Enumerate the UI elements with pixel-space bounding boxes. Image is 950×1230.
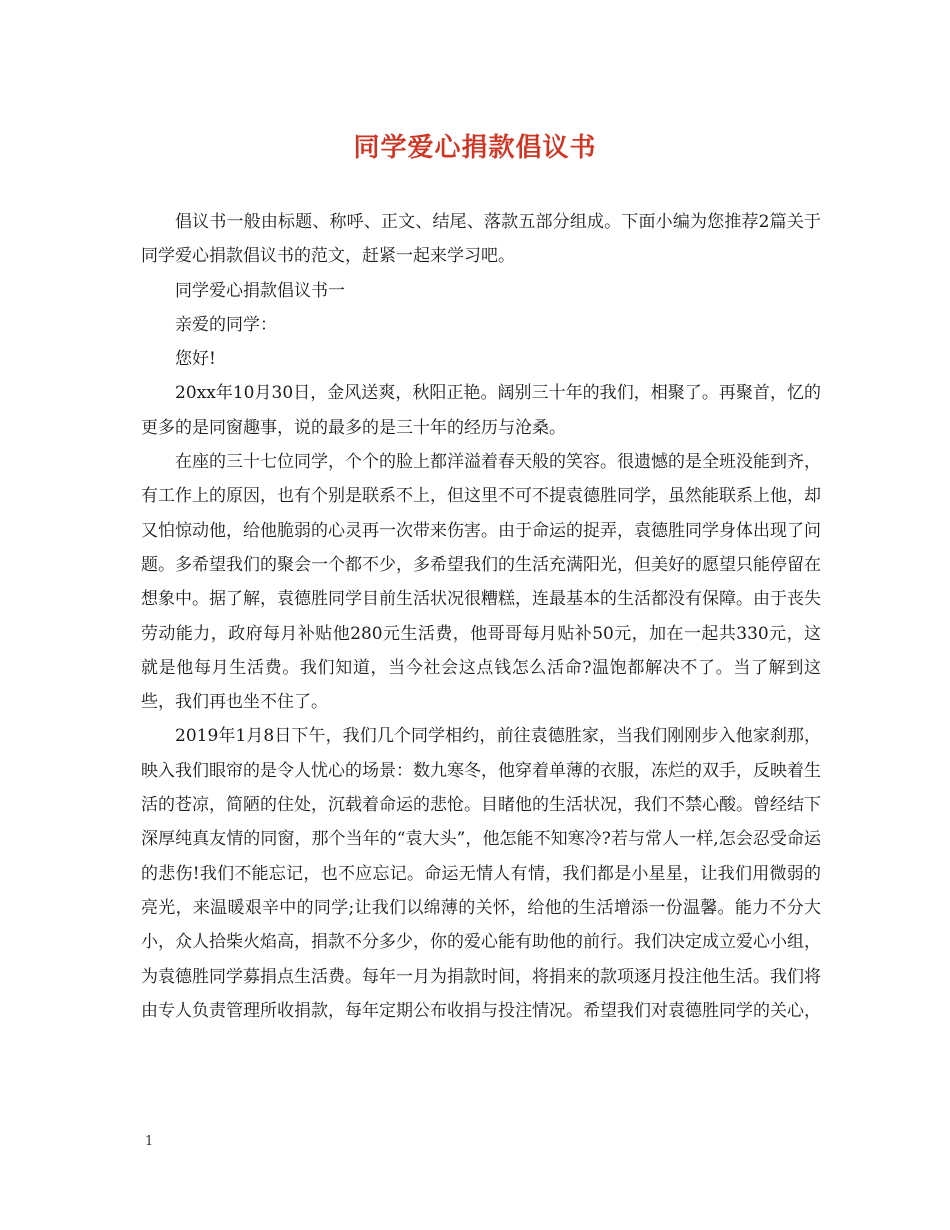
paragraph-situation: 在座的三十七位同学，个个的脸上都洋溢着春天般的笑容。很遗憾的是全班没能到齐，有工作上的原因，也有个别是联系不上，但这里不可不提袁德胜同学，虽然能联系上他，却又怕惊动他，给他脆弱的心灵再一次带来伤害。由于命运的捉弄，袁德胜同学身体出现了问题。多希望我们的聚会一个都不少，多希望我们的生活充满阳光，但美好的愿望只能停留在想象中。据了解，袁德胜同学目前生活状况很糟糕，连最基本的生活都没有保障。由于丧失劳动能力，政府每月补贴他280元生活费，他哥哥每月贴补50元，加在一起共330元，这就是他每月生活费。我们知道，当今社会这点钱怎么活命?温饱都解决不了。当了解到这些，我们再也坐不住了。 bbox=[141, 452, 821, 713]
page-number: 1 bbox=[145, 1134, 154, 1149]
paragraph-reunion: 20xx年10月30日，金风送爽，秋阳正艳。阔别三十年的我们，相聚了。再聚首，忆的更多的是同窗趣事，说的最多的是三十年的经历与沧桑。 bbox=[141, 383, 821, 438]
document-body bbox=[141, 205, 821, 1028]
paragraph-subtitle: 同学爱心捐款倡议书一 bbox=[175, 280, 345, 301]
paragraph-salutation: 亲爱的同学： bbox=[175, 314, 277, 335]
paragraph-greeting: 您好! bbox=[175, 349, 216, 370]
paragraph-intro: 倡议书一般由标题、称呼、正文、结尾、落款五部分组成。下面小编为您推荐2篇关于同学爱心捐款倡议书的范文，赶紧一起来学习吧。 bbox=[141, 212, 821, 267]
paragraph-visit: 2019年1月8日下午，我们几个同学相约，前往袁德胜家，当我们刚刚步入他家刹那，映入我们眼帘的是令人忧心的场景：数九寒冬，他穿着单薄的衣服，冻烂的双手，反映着生活的苍凉，简陋的住处，沉载着命运的悲怆。目睹他的生活状况，我们不禁心酸。曾经结下深厚纯真友情的同窗，那个当年的“袁大头”，他怎能不知寒冷?若与常人一样,怎会忍受命运的悲伤!我们不能忘记，也不应忘记。命运无情人有情，我们都是小星星，让我们用微弱的亮光，来温暖艰辛中的同学;让我们以绵薄的关怀，给他的生活增添一份温馨。能力不分大小，众人拾柴火焰高，捐款不分多少，你的爱心能有助他的前行。我们决定成立爱心小组，为袁德胜同学募捐点生活费。每年一月为捐款时间，将捐来的款项逐月投注他生活。我们将由专人负责管理所收捐款，每年定期公布收捐与投注情况。希望我们对袁德胜同学的关心， bbox=[141, 726, 821, 1021]
document-title: 同学爱心捐款倡议书 bbox=[353, 133, 597, 163]
